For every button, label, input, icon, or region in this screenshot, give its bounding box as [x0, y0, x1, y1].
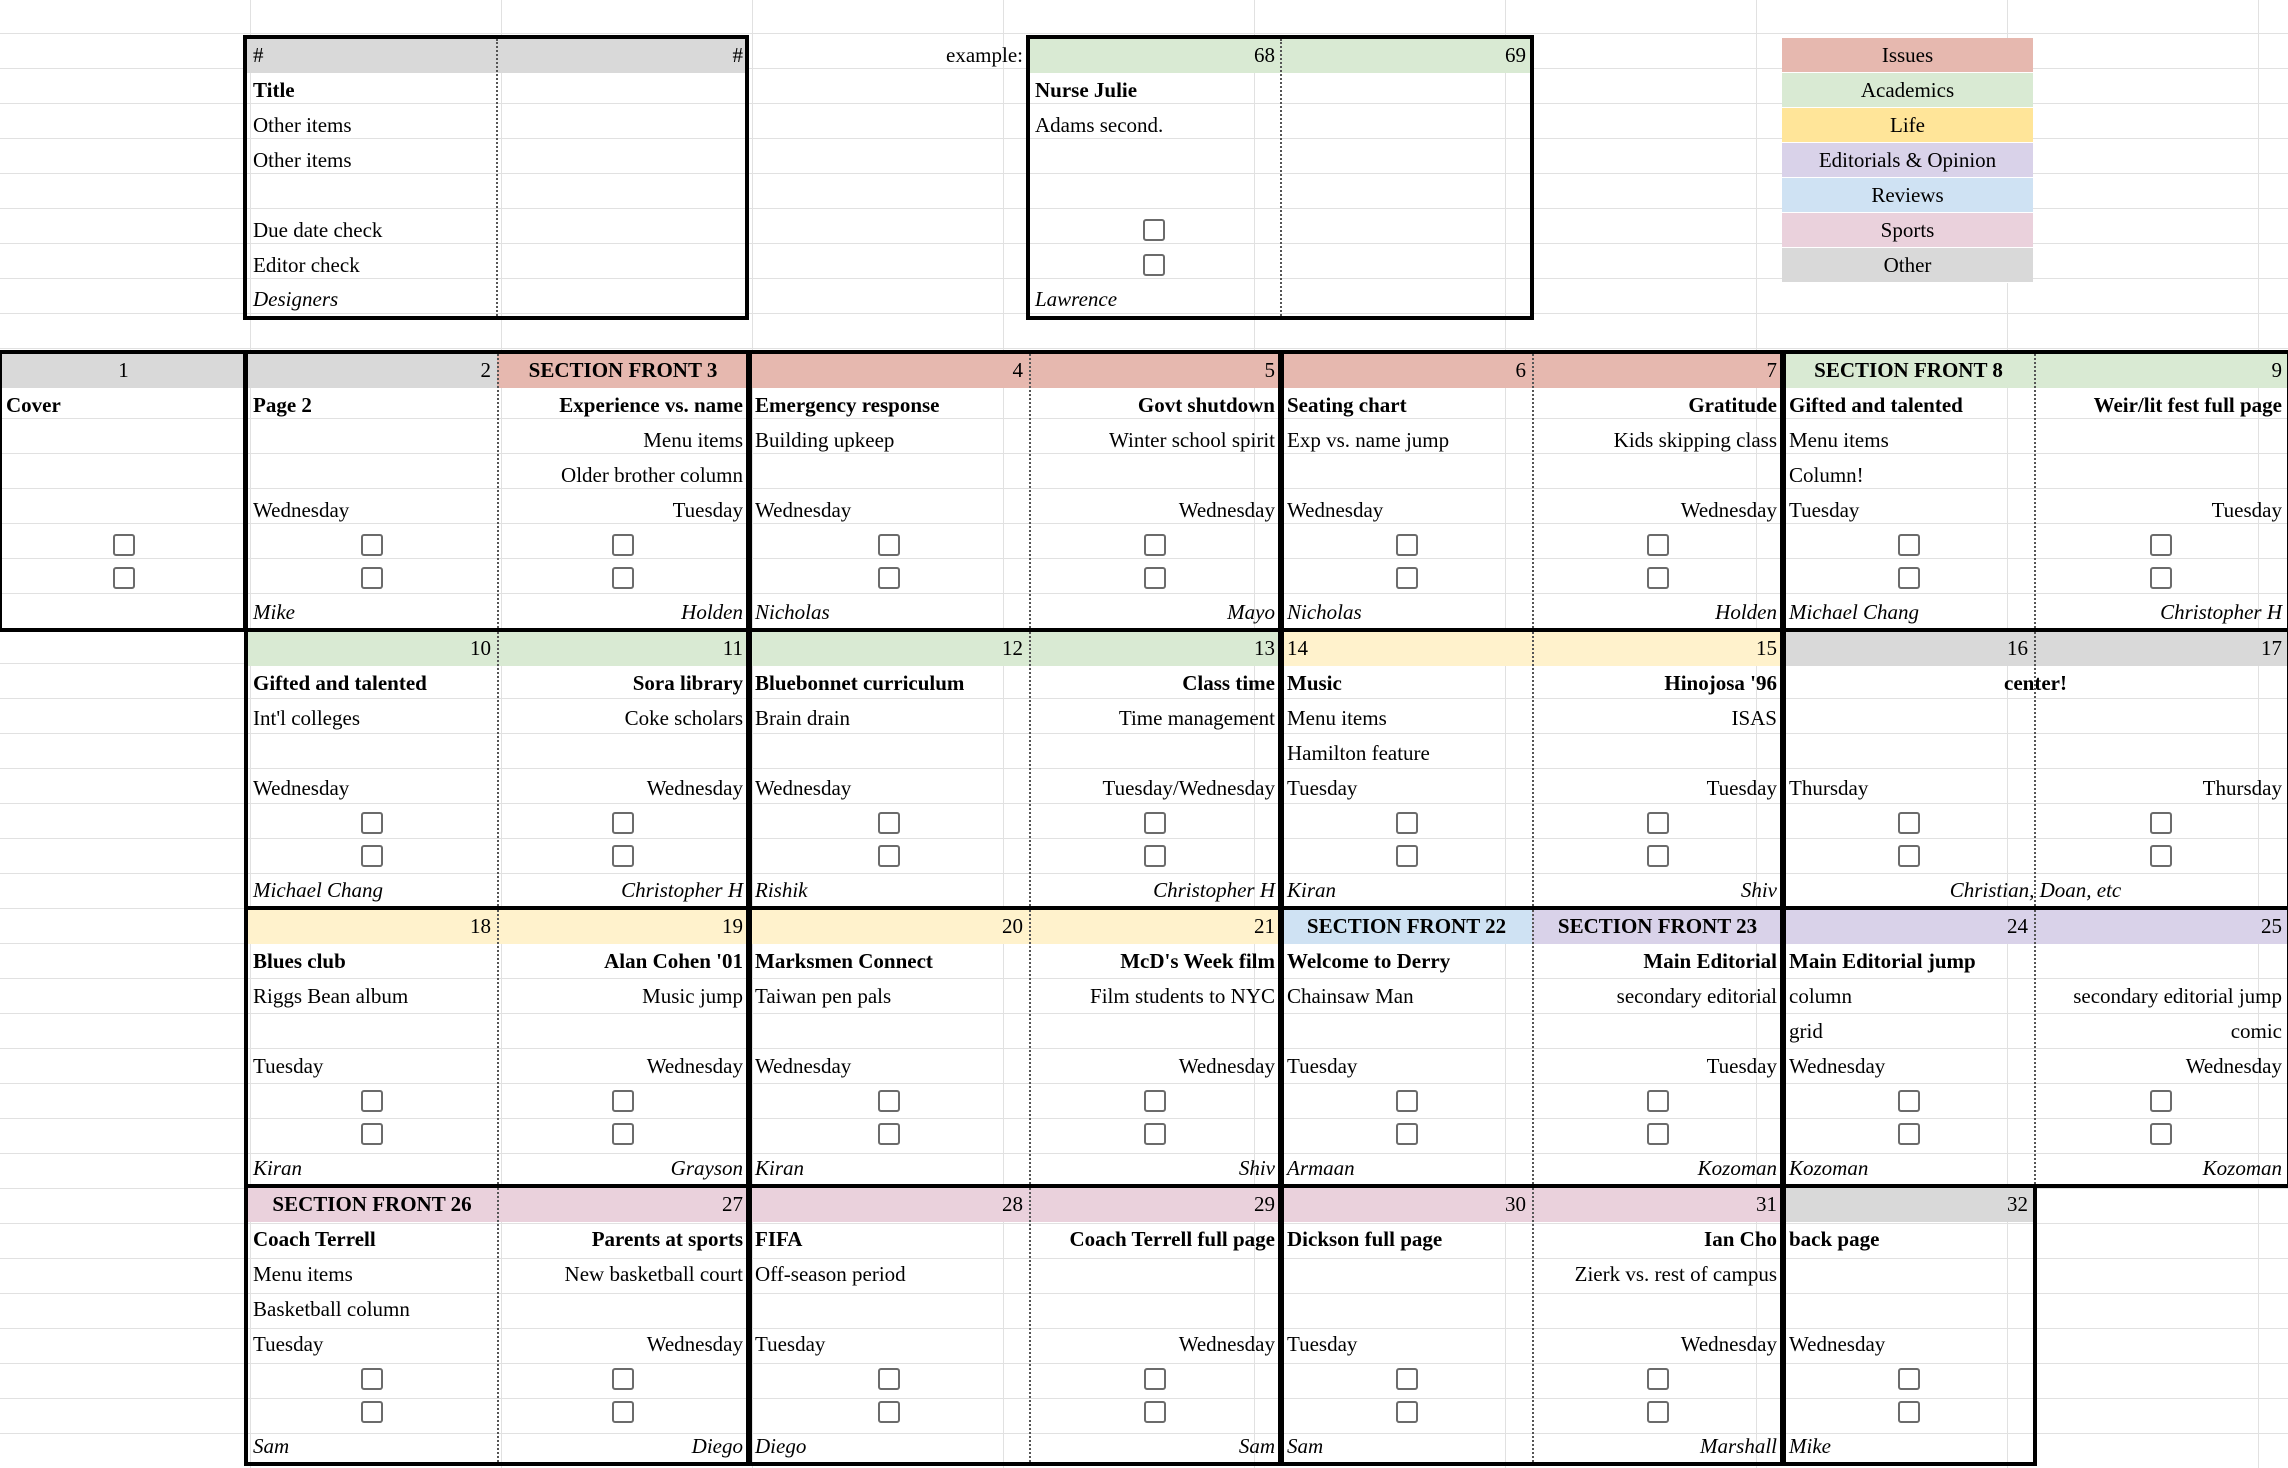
spread-border [746, 1184, 1284, 1466]
page-19-due-date[interactable]: Wednesday [646, 1054, 743, 1078]
page-14-designer[interactable]: Kiran [1287, 878, 1337, 902]
template-due-date-check[interactable]: Due date check [253, 218, 383, 242]
page-divider [497, 1188, 499, 1462]
page-3-due-date[interactable]: Tuesday [672, 498, 743, 522]
page-5-title[interactable]: Govt shutdown [1137, 393, 1275, 417]
spread-border [746, 906, 1284, 1188]
page-10-number[interactable]: 10 [247, 631, 497, 666]
page-21-title[interactable]: McD's Week film [1120, 949, 1275, 973]
page-26-number[interactable]: SECTION FRONT 26 [247, 1187, 497, 1222]
legend-other[interactable]: Other [1782, 248, 2033, 283]
page-21-due-date[interactable]: Wednesday [1178, 1054, 1275, 1078]
page-29-designer[interactable]: Sam [1238, 1434, 1275, 1458]
page-3-item[interactable]: Menu items [643, 428, 743, 452]
template-num-left[interactable]: # [247, 38, 497, 73]
page-2-number[interactable]: 2 [247, 353, 497, 388]
page-22-title[interactable]: Welcome to Derry [1287, 949, 1451, 973]
example-page-number[interactable]: 68 [1029, 38, 1281, 73]
page-12-due-date[interactable]: Wednesday [755, 776, 852, 800]
page-10-due-date[interactable]: Wednesday [253, 776, 350, 800]
page-27-designer[interactable]: Diego [691, 1434, 743, 1458]
template-num-right[interactable]: # [497, 38, 749, 73]
page-9-number[interactable]: 9 [2034, 353, 2288, 388]
page-26-designer[interactable]: Sam [253, 1434, 290, 1458]
page-11-item[interactable]: Coke scholars [624, 706, 743, 730]
page-2-designer[interactable]: Mike [253, 600, 295, 624]
page-divider [1029, 1188, 1031, 1462]
page-4-number[interactable]: 4 [749, 353, 1029, 388]
page-32-number[interactable]: 32 [1783, 1187, 2034, 1222]
page-14-item[interactable]: Menu items [1287, 706, 1387, 730]
page-31-number[interactable]: 31 [1532, 1187, 1783, 1222]
page-8-due-date[interactable]: Tuesday [1789, 498, 1860, 522]
page-17-due-date[interactable]: Thursday [2202, 776, 2282, 800]
example-other-items[interactable]: Adams second. [1035, 113, 1164, 137]
page-24-designer[interactable]: Kozoman [1789, 1156, 1869, 1180]
page-22-number[interactable]: SECTION FRONT 22 [1281, 909, 1532, 944]
page-20-due-date[interactable]: Wednesday [755, 1054, 852, 1078]
page-27-number[interactable]: 27 [497, 1187, 749, 1222]
page-divider [2034, 354, 2036, 628]
page-6-title[interactable]: Seating chart [1287, 393, 1407, 417]
page-14-item[interactable]: Hamilton feature [1287, 741, 1430, 765]
page-1-title[interactable]: Cover [6, 393, 61, 417]
page-10-title[interactable]: Gifted and talented [253, 671, 427, 695]
page-14-number[interactable]: 14 [1281, 631, 1532, 666]
page-19-designer[interactable]: Grayson [670, 1156, 743, 1180]
page-27-item[interactable]: New basketball court [564, 1262, 743, 1286]
page-22-item[interactable]: Chainsaw Man [1287, 984, 1414, 1008]
page-18-designer[interactable]: Kiran [253, 1156, 303, 1180]
page-24-title[interactable]: Main Editorial jump [1789, 949, 1976, 973]
page-20-number[interactable]: 20 [749, 909, 1029, 944]
page-5-due-date[interactable]: Wednesday [1178, 498, 1275, 522]
page-5-designer[interactable]: Mayo [1227, 600, 1275, 624]
spread-border [1780, 1184, 2037, 1466]
page-15-designer[interactable]: Shiv [1740, 878, 1777, 902]
page-25-due-date[interactable]: Wednesday [2185, 1054, 2282, 1078]
page-32-designer[interactable]: Mike [1789, 1434, 1831, 1458]
page-13-item[interactable]: Time management [1118, 706, 1275, 730]
page-23-number[interactable]: SECTION FRONT 23 [1532, 909, 1783, 944]
page-11-due-date[interactable]: Wednesday [646, 776, 743, 800]
page-28-item[interactable]: Off-season period [755, 1262, 906, 1286]
page-divider [496, 39, 498, 316]
page-15-title[interactable]: Hinojosa '96 [1664, 671, 1777, 695]
page-26-item[interactable]: Basketball column [253, 1297, 410, 1321]
page-8-title[interactable]: Gifted and talented [1789, 393, 1963, 417]
page-divider [2034, 632, 2036, 906]
page-27-title[interactable]: Parents at sports [591, 1227, 743, 1251]
page-21-designer[interactable]: Shiv [1238, 1156, 1275, 1180]
spread-border [746, 628, 1284, 910]
legend-life[interactable]: Life [1782, 108, 2033, 143]
page-18-title[interactable]: Blues club [253, 949, 346, 973]
page-divider [1532, 1188, 1534, 1462]
page-divider [1029, 910, 1031, 1184]
page-6-number[interactable]: 6 [1281, 353, 1532, 388]
page-31-item[interactable]: Zierk vs. rest of campus [1574, 1262, 1777, 1286]
page-7-item[interactable]: Kids skipping class [1613, 428, 1777, 452]
page-24-item[interactable]: column [1789, 984, 1852, 1008]
page-25-item[interactable]: secondary editorial jump [2073, 984, 2282, 1008]
page-divider [1532, 910, 1534, 1184]
page-19-number[interactable]: 19 [497, 909, 749, 944]
page-16-due-date[interactable]: Thursday [1789, 776, 1869, 800]
page-4-title[interactable]: Emergency response [755, 393, 940, 417]
page-6-designer[interactable]: Nicholas [1287, 600, 1362, 624]
page-19-title[interactable]: Alan Cohen '01 [604, 949, 743, 973]
page-30-title[interactable]: Dickson full page [1287, 1227, 1443, 1251]
page-12-item[interactable]: Brain drain [755, 706, 851, 730]
example-title[interactable]: Nurse Julie [1035, 78, 1138, 102]
page-divider [497, 910, 499, 1184]
page-29-number[interactable]: 29 [1029, 1187, 1281, 1222]
page-7-due-date[interactable]: Wednesday [1680, 498, 1777, 522]
page-14-title[interactable]: Music [1287, 671, 1342, 695]
page-20-item[interactable]: Taiwan pen pals [755, 984, 892, 1008]
page-3-number[interactable]: SECTION FRONT 3 [497, 353, 749, 388]
legend-issues[interactable]: Issues [1782, 38, 2033, 73]
page-11-number[interactable]: 11 [497, 631, 749, 666]
page-23-title[interactable]: Main Editorial [1643, 949, 1777, 973]
page-24-due-date[interactable]: Wednesday [1789, 1054, 1886, 1078]
example-designer[interactable]: Lawrence [1035, 287, 1118, 311]
page-divider [497, 354, 499, 628]
page-21-number[interactable]: 21 [1029, 909, 1281, 944]
template-title[interactable]: Title [253, 78, 295, 102]
spread-border [0, 350, 247, 632]
page-22-designer[interactable]: Armaan [1287, 1156, 1355, 1180]
template-other-items[interactable]: Other items [253, 148, 352, 172]
page-2-title[interactable]: Page 2 [253, 393, 312, 417]
page-32-title[interactable]: back page [1789, 1227, 1880, 1251]
page-6-due-date[interactable]: Wednesday [1287, 498, 1384, 522]
page-15-item[interactable]: ISAS [1731, 706, 1777, 730]
page-8-number[interactable]: SECTION FRONT 8 [1783, 353, 2034, 388]
page-14-due-date[interactable]: Tuesday [1287, 776, 1358, 800]
page-2-due-date[interactable]: Wednesday [253, 498, 350, 522]
page-divider [1029, 354, 1031, 628]
page-divider [1280, 39, 1282, 316]
page-21-item[interactable]: Film students to NYC [1090, 984, 1275, 1008]
page-12-title[interactable]: Bluebonnet curriculum [755, 671, 965, 695]
page-12-designer[interactable]: Rishik [755, 878, 808, 902]
page-6-item[interactable]: Exp vs. name jump [1287, 428, 1450, 452]
page-25-item[interactable]: comic [2230, 1019, 2282, 1043]
page-13-title[interactable]: Class time [1182, 671, 1275, 695]
page-7-number[interactable]: 7 [1532, 353, 1783, 388]
page-26-item[interactable]: Menu items [253, 1262, 353, 1286]
page-22-due-date[interactable]: Tuesday [1287, 1054, 1358, 1078]
page-4-item[interactable]: Building upkeep [755, 428, 895, 452]
page-20-designer[interactable]: Kiran [755, 1156, 805, 1180]
page-15-due-date[interactable]: Tuesday [1706, 776, 1777, 800]
page-5-number[interactable]: 5 [1029, 353, 1281, 388]
page-25-number[interactable]: 25 [2034, 909, 2288, 944]
page-29-due-date[interactable]: Wednesday [1178, 1332, 1275, 1356]
page-25-designer[interactable]: Kozoman [2202, 1156, 2282, 1180]
page-18-due-date[interactable]: Tuesday [253, 1054, 324, 1078]
page-divider [1532, 354, 1534, 628]
page-29-title[interactable]: Coach Terrell full page [1069, 1227, 1275, 1251]
page-divider [1532, 632, 1534, 906]
page-4-due-date[interactable]: Wednesday [755, 498, 852, 522]
page-31-title[interactable]: Ian Cho [1704, 1227, 1777, 1251]
page-7-title[interactable]: Gratitude [1688, 393, 1777, 417]
page-31-designer[interactable]: Marshall [1699, 1434, 1777, 1458]
page-16-number[interactable]: 16 [1783, 631, 2034, 666]
page-24-item[interactable]: grid [1789, 1019, 1823, 1043]
page-divider [2034, 910, 2036, 1184]
page-9-designer[interactable]: Christopher H [2160, 600, 2282, 624]
page-7-designer[interactable]: Holden [1715, 600, 1777, 624]
page-divider [1029, 632, 1031, 906]
page-13-designer[interactable]: Christopher H [1153, 878, 1275, 902]
legend-editorials-opinion[interactable]: Editorials & Opinion [1782, 143, 2033, 178]
page-24-number[interactable]: 24 [1783, 909, 2034, 944]
page-28-due-date[interactable]: Tuesday [755, 1332, 826, 1356]
page-26-due-date[interactable]: Tuesday [253, 1332, 324, 1356]
page-10-designer[interactable]: Michael Chang [253, 878, 384, 902]
page-17-number[interactable]: 17 [2034, 631, 2288, 666]
page-31-due-date[interactable]: Wednesday [1680, 1332, 1777, 1356]
page-18-item[interactable]: Riggs Bean album [253, 984, 409, 1008]
example-label[interactable]: example: [946, 43, 1023, 67]
page-13-number[interactable]: 13 [1029, 631, 1281, 666]
page-30-designer[interactable]: Sam [1287, 1434, 1324, 1458]
page-28-number[interactable]: 28 [749, 1187, 1029, 1222]
page-15-number[interactable]: 15 [1532, 631, 1783, 666]
page-28-designer[interactable]: Diego [755, 1434, 807, 1458]
page-11-designer[interactable]: Christopher H [621, 878, 743, 902]
page-4-designer[interactable]: Nicholas [755, 600, 830, 624]
page-23-due-date[interactable]: Tuesday [1706, 1054, 1777, 1078]
page-11-title[interactable]: Sora library [632, 671, 743, 695]
example-page-number[interactable]: 69 [1281, 38, 1532, 73]
page-5-item[interactable]: Winter school spirit [1109, 428, 1275, 452]
page-30-due-date[interactable]: Tuesday [1287, 1332, 1358, 1356]
template-other-items[interactable]: Other items [253, 113, 352, 137]
page-32-due-date[interactable]: Wednesday [1789, 1332, 1886, 1356]
template-designers[interactable]: Designers [253, 287, 339, 311]
page-3-designer[interactable]: Holden [681, 600, 743, 624]
page-8-designer[interactable]: Michael Chang [1789, 600, 1920, 624]
page-20-title[interactable]: Marksmen Connect [755, 949, 933, 973]
page-13-due-date[interactable]: Tuesday/Wednesday [1102, 776, 1275, 800]
page-12-number[interactable]: 12 [749, 631, 1029, 666]
page-3-title[interactable]: Experience vs. name [559, 393, 743, 417]
legend-reviews[interactable]: Reviews [1782, 178, 2033, 213]
page-16-designer[interactable]: Christian, Doan, etc [1949, 878, 2122, 902]
legend-sports[interactable]: Sports [1782, 213, 2033, 248]
page-8-item[interactable]: Menu items [1789, 428, 1889, 452]
page-divider [497, 632, 499, 906]
page-10-item[interactable]: Int'l colleges [253, 706, 360, 730]
page-30-number[interactable]: 30 [1281, 1187, 1532, 1222]
page-27-due-date[interactable]: Wednesday [646, 1332, 743, 1356]
page-3-item[interactable]: Older brother column [561, 463, 743, 487]
page-28-title[interactable]: FIFA [755, 1227, 803, 1251]
page-8-item[interactable]: Column! [1789, 463, 1864, 487]
page-16-title[interactable]: center! [2004, 671, 2067, 695]
page-18-number[interactable]: 18 [247, 909, 497, 944]
legend-academics[interactable]: Academics [1782, 73, 2033, 108]
page-9-due-date[interactable]: Tuesday [2211, 498, 2282, 522]
page-9-title[interactable]: Weir/lit fest full page [2093, 393, 2282, 417]
page-23-item[interactable]: secondary editorial [1616, 984, 1777, 1008]
page-1-number[interactable]: 1 [0, 353, 247, 388]
template-editor-check[interactable]: Editor check [253, 253, 360, 277]
page-23-designer[interactable]: Kozoman [1697, 1156, 1777, 1180]
page-19-item[interactable]: Music jump [642, 984, 743, 1008]
page-26-title[interactable]: Coach Terrell [253, 1227, 376, 1251]
spread-border [746, 350, 1284, 632]
